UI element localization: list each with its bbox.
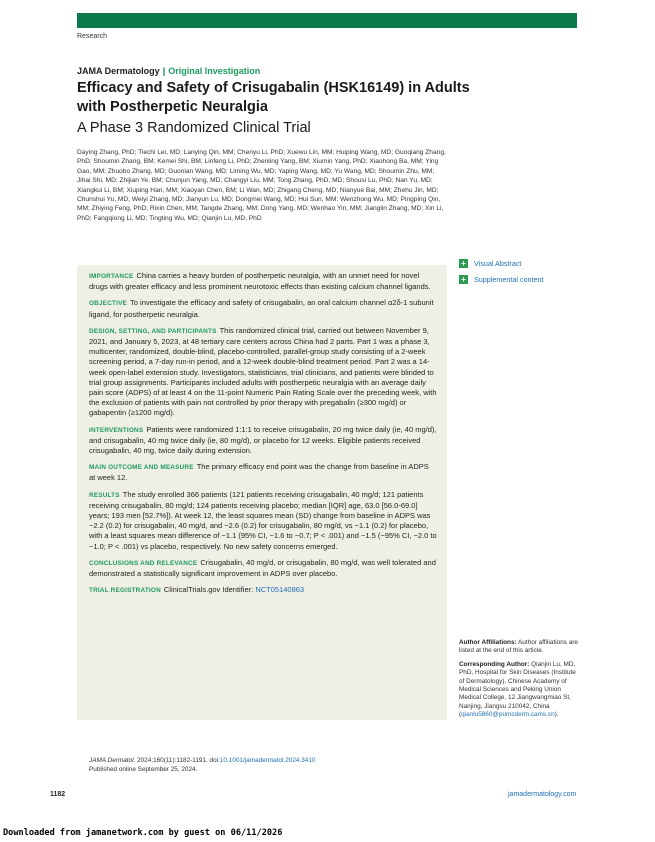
design-heading: DESIGN, SETTING, AND PARTICIPANTS bbox=[89, 327, 217, 335]
author-list: Daying Zhang, PhD; Tiechi Lei, MD; Lanying Qin, MM; Chenyu Li, PhD; Xuewu Lin, MM; Huiping Wang, MD; Guoqiang Zhang, PhD; Shoumin Zhang, BM; Kemei Shi, BM; Linfeng Li, PhD; Zhenling Yang, BM; Xiumin Yang, PhD; Xiaohong Ba, MM; Ying Gao, MM; Zhuobo Zhang, MD; Guonian Wang, MD; Liming Wu, MD; Yaping Wang, MD; Yu Wang, MD; Shoumin Zhu, MM; Jihai Shi, MD; Zhijian Ye, BM; Chunjun Yang, MD; Changyi Liu, MM; Tong Zhang, PhD, MD; Shousi Lu, PhD; Nan Yu, MD; Xiangkui Li, BM; Xiuping Han, MM; Xiaoyan Chen, BM; Li Wan, MD; Zhigang Cheng, MD; Nianyue Bai, MM; Zhehu Jin, MD; Chunshui Yu, MD; Weiyi Zhang, MD; Jianyun Lu, MD; Dongmei Wang, MD; Hui Sun, MM; Wenzhong Wu, MD; Pingping Qin, MM; Zhiying Feng, PhD; Rixin Chen, MM; Tangde Zhang, MM; Dong Yang, MD; Wenhao Yin, MM; Jianglin Zhang, MD; Xin Li, PhD; Fangqiong Li, MD; Tingting Wu, MD; Qianjin Lu, MD, PhD bbox=[77, 149, 446, 222]
side-links bbox=[459, 258, 544, 290]
outcome-text: The primary efficacy end point was the change from baseline in ADPS at week 12. bbox=[89, 462, 429, 483]
abstract-design bbox=[89, 326, 437, 419]
objective-text: To investigate the efficacy and safety of crisugabalin, an oral calcium channel α2δ-1 subunit ligand, for postherpetic neuralgia. bbox=[89, 298, 434, 319]
abstract-conclusions bbox=[89, 558, 437, 579]
affiliations-label: Author Affiliations: bbox=[459, 639, 517, 646]
doi-link[interactable]: 10.1001/jamadermatol.2024.3410 bbox=[219, 757, 316, 764]
header-bar bbox=[77, 13, 577, 28]
abstract-registration bbox=[89, 585, 437, 596]
interventions-text: Patients were randomized 1:1:1 to receive crisugabalin, 20 mg twice daily (ie, 40 mg/d), and crisugabalin, 40 mg twice daily (ie, 80 mg/d), or placebo for 12 weeks. Eligible patients received crisugabalin, 40 mg, twice daily during extension. bbox=[89, 424, 437, 456]
corresponding-text: Qianjin Lu, MD, PhD, Hospital for Skin Diseases (Institute of Dermatology), Chinese Academy of Medical Sciences and Peking Union Medical College, 12 Jiangwangmiao St, Nanjing, Jiangsu 210042, China ( bbox=[459, 660, 576, 719]
plus-icon: + bbox=[459, 275, 468, 284]
affiliations-block bbox=[459, 639, 579, 725]
corresponding-end: ). bbox=[554, 711, 559, 719]
plus-icon: + bbox=[459, 259, 468, 268]
download-watermark: Downloaded from jamanetwork.com by guest on 06/11/2026 bbox=[3, 828, 283, 838]
outcome-heading: MAIN OUTCOME AND MEASURE bbox=[89, 464, 194, 472]
abstract-objective bbox=[89, 298, 437, 319]
published-date: Published online September 25, 2024. bbox=[89, 765, 198, 773]
conclusions-text: Crisugabalin, 40 mg/d, or crisugabalin, 80 mg/d, was well tolerated and demonstrated a statistically significant improvement in ADPS over placebo. bbox=[89, 557, 436, 579]
visual-abstract-label: Visual Abstract bbox=[474, 258, 522, 268]
abstract-importance bbox=[89, 271, 437, 292]
corresponding-label: Corresponding Author: bbox=[459, 660, 530, 668]
registration-heading: TRIAL REGISTRATION bbox=[89, 587, 161, 595]
design-text: This randomized clinical trial, carried out between November 9, 2021, and January 5, 2023, at 48 tertiary care centers across China had 2 parts. Part 1 was a phase 3, multicenter, randomized, double-blind, placebo-controlled, parallel-group study consisting of a 2-week screening period, a 7-day run-in period, and a 12-week double-blind treatment period. Part 2 was a 14-week open-label extension study. Investigators, statisticians, trial clinicians, and patients were blinded to trial group assignments. Participants included adults with postherpetic neuralgia with an average daily pain score (ADPS) of at least 4 on the 11-point Numeric Pain Rating Scale over the preceding week, with the exclusion of patients with pain not controlled by prior therapy with pregabalin (≥300 mg/d) or gabapentin (≥1200 mg/d). bbox=[89, 325, 437, 418]
conclusions-heading: CONCLUSIONS AND RELEVANCE bbox=[89, 559, 198, 567]
importance-text: China carries a heavy burden of postherpetic neuralgia, with an unmet need for novel drugs with greater efficacy and less prominent neurotoxic effects than existing calcium channel ligands. bbox=[89, 271, 431, 292]
results-heading: RESULTS bbox=[89, 491, 120, 499]
objective-heading: OBJECTIVE bbox=[89, 300, 128, 308]
results-text: The study enrolled 366 patients (121 patients receiving crisugabalin, 40 mg/d; 121 patients receiving crisugabalin, 80 mg/d; 124 patients receiving placebo; median [IQR] age, 63.0 [56.0-69.0] years; 193 men [52.7%]). At week 12, the least squares mean (SD) change from baseline in ADPS was −2.2 (0.2) for crisugabalin, 40 mg/d, and −2.6 (0.2) for crisugabalin, 80 mg/d, vs −1.1 (0.2) for placebo, with a least squares mean difference of −1.1 (95% CI, −1.6 to −0.7; P < .001) and −1.5 (−95% CI, −2.0 to −1.0; P < .001) vs placebo, respectively. No new safety concerns emerged. bbox=[89, 489, 437, 551]
corresponding-email-link[interactable]: qianlu5860@pumcderm.cams.cn bbox=[461, 711, 555, 719]
affiliations-text: Author affiliations are listed at the end of this article. bbox=[459, 639, 578, 655]
article-subtitle: A Phase 3 Randomized Clinical Trial bbox=[77, 120, 311, 136]
abstract-box bbox=[77, 265, 447, 720]
page-number: 1182 bbox=[50, 791, 66, 798]
supplemental-content-link[interactable] bbox=[459, 274, 544, 284]
interventions-heading: INTERVENTIONS bbox=[89, 426, 144, 434]
article-title: Efficacy and Safety of Crisugabalin (HSK16149) in Adults with Postherpetic Neuralgia bbox=[77, 80, 470, 115]
corresponding-author bbox=[459, 661, 579, 720]
abstract-results bbox=[89, 490, 437, 552]
abstract-outcome bbox=[89, 462, 437, 483]
citation-ref: 2024;160(11):1182-1191. doi: bbox=[135, 757, 220, 764]
article-type: Original Investigation bbox=[168, 66, 261, 76]
visual-abstract-link[interactable] bbox=[459, 258, 544, 268]
supplemental-content-label: Supplemental content bbox=[474, 274, 544, 284]
abstract-interventions bbox=[89, 425, 437, 457]
journal-name: JAMA Dermatology bbox=[77, 66, 160, 76]
journal-line bbox=[77, 66, 260, 76]
importance-heading: IMPORTANCE bbox=[89, 273, 134, 280]
citation-block bbox=[89, 757, 315, 774]
journal-separator: | bbox=[162, 66, 166, 76]
citation-journal: JAMA Dermatol. bbox=[89, 757, 136, 764]
site-link[interactable]: jamadermatology.com bbox=[508, 791, 577, 798]
registration-text: ClinicalTrials.gov Identifier: bbox=[163, 585, 256, 595]
author-affiliations bbox=[459, 639, 579, 656]
citation-line bbox=[89, 757, 315, 766]
section-label: Research bbox=[77, 33, 107, 40]
registration-link[interactable]: NCT05140863 bbox=[255, 585, 305, 595]
